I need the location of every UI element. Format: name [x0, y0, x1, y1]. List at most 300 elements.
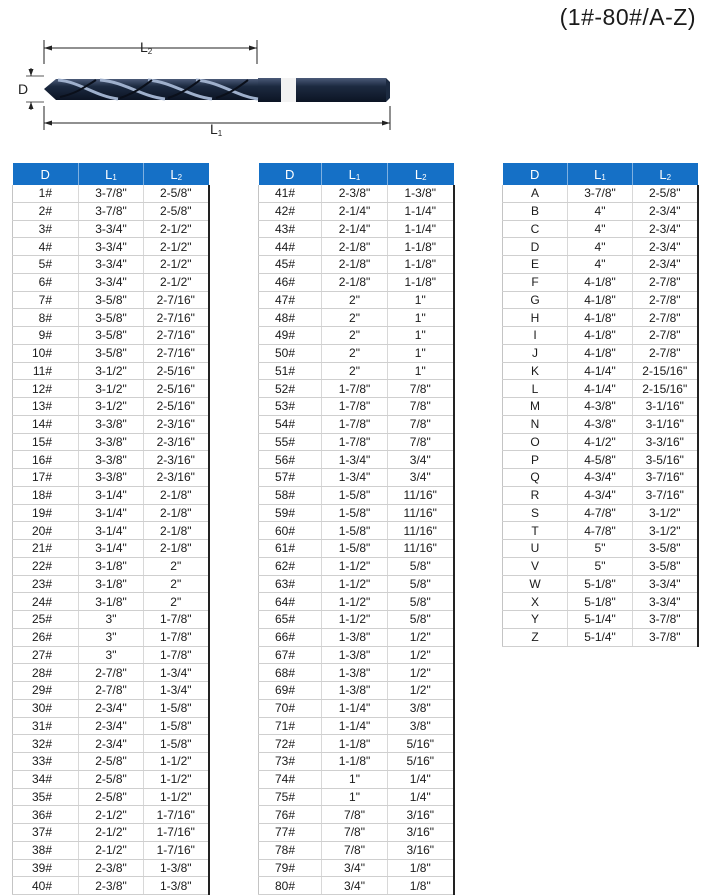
table-row [259, 291, 454, 309]
overall-length-cell: 2-3/8" [322, 185, 388, 202]
flute-length-cell: 1-7/8" [144, 646, 209, 664]
drill-size-cell: L [503, 380, 568, 398]
flute-length-cell: 3-5/8" [633, 540, 698, 558]
drill-size-cell: 37# [13, 824, 79, 842]
flute-length-cell: 11/16" [388, 486, 454, 504]
overall-length-cell: 1-1/2" [322, 557, 388, 575]
overall-length-cell: 1-7/8" [322, 433, 388, 451]
overall-length-cell: 1-3/8" [322, 628, 388, 646]
table-row [503, 433, 698, 451]
overall-length-cell: 1-1/4" [322, 699, 388, 717]
table-row [503, 486, 698, 504]
flute-length-cell: 2-7/8" [633, 327, 698, 345]
table-row [503, 220, 698, 238]
header-l2: $L_2$ [144, 163, 209, 185]
table-row [259, 611, 454, 629]
drill-size-cell: 42# [259, 202, 322, 220]
table-row [13, 611, 209, 629]
overall-length-cell: 4-1/8" [568, 273, 633, 291]
drill-size-cell: 11# [13, 362, 79, 380]
overall-length-cell: 5" [568, 540, 633, 558]
flute-length-cell: 2-3/16" [144, 469, 209, 487]
overall-length-cell: 2-5/8" [79, 788, 144, 806]
drill-size-cell: 74# [259, 770, 322, 788]
overall-length-cell: 2-1/8" [322, 238, 388, 256]
drill-size-cell: 80# [259, 877, 322, 895]
table-row [259, 486, 454, 504]
drill-size-cell: 72# [259, 735, 322, 753]
overall-length-cell: 2" [322, 327, 388, 345]
overall-length-cell: 4-5/8" [568, 451, 633, 469]
table-row [503, 238, 698, 256]
flute-length-cell: 5/16" [388, 735, 454, 753]
table-row [13, 717, 209, 735]
spec-table-a-z [502, 163, 699, 647]
table-row [13, 646, 209, 664]
flute-length-cell: 2-3/4" [633, 202, 698, 220]
flute-length-cell: 1-7/16" [144, 806, 209, 824]
table-row [259, 522, 454, 540]
drill-size-cell: 62# [259, 557, 322, 575]
flute-length-cell: 1" [388, 327, 454, 345]
table-row [13, 877, 209, 895]
overall-length-cell: 1-3/4" [322, 469, 388, 487]
drill-size-cell: 68# [259, 664, 322, 682]
table-row [503, 185, 698, 202]
overall-length-cell: 4" [568, 202, 633, 220]
table-row [259, 256, 454, 274]
overall-length-cell: 2-3/4" [79, 699, 144, 717]
drill-size-cell: 41# [259, 185, 322, 202]
overall-length-cell: 1-5/8" [322, 522, 388, 540]
drill-size-cell: 79# [259, 859, 322, 877]
d-label: D [18, 81, 29, 97]
table-row [259, 185, 454, 202]
table-row [13, 753, 209, 771]
drill-size-cell: 21# [13, 540, 79, 558]
drill-size-cell: 27# [13, 646, 79, 664]
drill-size-cell: 10# [13, 344, 79, 362]
flute-length-cell: 1-3/4" [144, 664, 209, 682]
flute-length-cell: 3-3/4" [633, 593, 698, 611]
flute-length-cell: 2-7/16" [144, 309, 209, 327]
table-row [259, 806, 454, 824]
drill-size-cell: 19# [13, 504, 79, 522]
overall-length-cell: 2-1/2" [79, 806, 144, 824]
flute-length-cell: 2" [144, 593, 209, 611]
flute-length-cell: 3/16" [388, 824, 454, 842]
drill-size-cell: C [503, 220, 568, 238]
flute-length-cell: 2-1/2" [144, 220, 209, 238]
flute-length-cell: 1-3/8" [388, 185, 454, 202]
flute-length-cell: 2-3/4" [633, 256, 698, 274]
drill-size-cell: 1# [13, 185, 79, 202]
drill-size-cell: G [503, 291, 568, 309]
table-row [503, 575, 698, 593]
table-row [259, 699, 454, 717]
flute-length-cell: 2-5/16" [144, 380, 209, 398]
drill-bit-diagram [0, 30, 420, 140]
table-row [13, 256, 209, 274]
table-row [13, 238, 209, 256]
drill-size-cell: V [503, 557, 568, 575]
l1-label: L1 [210, 121, 223, 138]
table-row [259, 753, 454, 771]
overall-length-cell: 3-1/2" [79, 362, 144, 380]
overall-length-cell: 4-1/2" [568, 433, 633, 451]
drill-size-cell: K [503, 362, 568, 380]
table-row [13, 309, 209, 327]
table-row [13, 735, 209, 753]
flute-length-cell: 3/8" [388, 717, 454, 735]
drill-size-cell: 60# [259, 522, 322, 540]
table-row [13, 664, 209, 682]
table-row [259, 682, 454, 700]
table-row [13, 540, 209, 558]
table-row [259, 238, 454, 256]
flute-length-cell: 1-1/2" [144, 753, 209, 771]
flute-length-cell: 1-3/8" [144, 859, 209, 877]
overall-length-cell: 1-1/4" [322, 717, 388, 735]
flute-length-cell: 2-7/16" [144, 344, 209, 362]
drill-size-cell: 18# [13, 486, 79, 504]
drill-size-cell: 46# [259, 273, 322, 291]
overall-length-cell: 3-1/8" [79, 593, 144, 611]
overall-length-cell: 2-3/4" [79, 735, 144, 753]
flute-length-cell: 1-7/16" [144, 841, 209, 859]
drill-size-cell: 33# [13, 753, 79, 771]
table-row [13, 593, 209, 611]
header-d: D [503, 163, 568, 185]
drill-size-cell: E [503, 256, 568, 274]
table-row [503, 522, 698, 540]
table-row [13, 185, 209, 202]
flute-length-cell: 11/16" [388, 540, 454, 558]
drill-size-cell: 14# [13, 415, 79, 433]
overall-length-cell: 1-1/8" [322, 735, 388, 753]
table-row [503, 451, 698, 469]
table-row [13, 415, 209, 433]
flute-length-cell: 7/8" [388, 433, 454, 451]
table-row [13, 362, 209, 380]
table-row [503, 593, 698, 611]
drill-size-cell: 49# [259, 327, 322, 345]
overall-length-cell: 3-5/8" [79, 291, 144, 309]
table-row [503, 611, 698, 629]
flute-length-cell: 2-7/8" [633, 309, 698, 327]
table-row [13, 344, 209, 362]
overall-length-cell: 2-1/4" [322, 220, 388, 238]
overall-length-cell: 3/4" [322, 877, 388, 895]
table-row [259, 362, 454, 380]
overall-length-cell: 4-7/8" [568, 522, 633, 540]
overall-length-cell: 3" [79, 611, 144, 629]
overall-length-cell: 4-1/8" [568, 291, 633, 309]
flute-length-cell: 2-7/8" [633, 291, 698, 309]
overall-length-cell: 3" [79, 628, 144, 646]
flute-length-cell: 1-7/8" [144, 611, 209, 629]
table-row [13, 824, 209, 842]
overall-length-cell: 7/8" [322, 806, 388, 824]
table-row [259, 415, 454, 433]
table-row [13, 788, 209, 806]
overall-length-cell: 1-7/8" [322, 380, 388, 398]
flute-length-cell: 1" [388, 291, 454, 309]
table-row [503, 628, 698, 646]
header-d: D [259, 163, 322, 185]
drill-size-cell: W [503, 575, 568, 593]
table-row [259, 451, 454, 469]
flute-length-cell: 2-7/16" [144, 327, 209, 345]
drill-size-cell: 58# [259, 486, 322, 504]
overall-length-cell: 2" [322, 362, 388, 380]
flute-length-cell: 3-3/16" [633, 433, 698, 451]
overall-length-cell: 3-3/8" [79, 415, 144, 433]
flute-length-cell: 3-7/8" [633, 628, 698, 646]
overall-length-cell: 1-1/2" [322, 575, 388, 593]
overall-length-cell: 4-1/8" [568, 327, 633, 345]
drill-size-cell: 47# [259, 291, 322, 309]
drill-size-cell: 40# [13, 877, 79, 895]
overall-length-cell: 3-1/2" [79, 398, 144, 416]
drill-size-cell: F [503, 273, 568, 291]
drill-size-cell: 2# [13, 202, 79, 220]
drill-size-cell: 26# [13, 628, 79, 646]
flute-length-cell: 2" [144, 575, 209, 593]
drill-size-cell: 66# [259, 628, 322, 646]
flute-length-cell: 2-3/4" [633, 220, 698, 238]
table-row [13, 327, 209, 345]
drill-size-cell: 36# [13, 806, 79, 824]
overall-length-cell: 3-3/4" [79, 273, 144, 291]
table-row [503, 344, 698, 362]
overall-length-cell: 3-5/8" [79, 344, 144, 362]
table-row [13, 398, 209, 416]
overall-length-cell: 2-5/8" [79, 770, 144, 788]
flute-length-cell: 2-5/8" [633, 185, 698, 202]
overall-length-cell: 2-1/2" [79, 841, 144, 859]
drill-size-cell: J [503, 344, 568, 362]
flute-length-cell: 2-3/16" [144, 451, 209, 469]
flute-length-cell: 2-15/16" [633, 362, 698, 380]
table-row [259, 220, 454, 238]
l2-label: L2 [140, 39, 153, 56]
overall-length-cell: 3-1/4" [79, 486, 144, 504]
flute-length-cell: 2-3/16" [144, 415, 209, 433]
drill-size-cell: 8# [13, 309, 79, 327]
overall-length-cell: 2-5/8" [79, 753, 144, 771]
overall-length-cell: 2-3/4" [79, 717, 144, 735]
overall-length-cell: 4" [568, 220, 633, 238]
overall-length-cell: 4-3/4" [568, 486, 633, 504]
table-row [259, 202, 454, 220]
flute-length-cell: 2-5/16" [144, 398, 209, 416]
drill-size-cell: 30# [13, 699, 79, 717]
flute-length-cell: 1-1/4" [388, 220, 454, 238]
flute-length-cell: 1-1/2" [144, 770, 209, 788]
drill-size-cell: I [503, 327, 568, 345]
overall-length-cell: 1" [322, 788, 388, 806]
drill-size-cell: 29# [13, 682, 79, 700]
flute-length-cell: 3-7/8" [633, 611, 698, 629]
table-row [13, 859, 209, 877]
drill-size-cell: 12# [13, 380, 79, 398]
flute-length-cell: 7/8" [388, 415, 454, 433]
header-l1: $L_1$ [568, 163, 633, 185]
table-row [259, 877, 454, 895]
table-row [259, 433, 454, 451]
table-row [13, 682, 209, 700]
drill-size-cell: X [503, 593, 568, 611]
overall-length-cell: 3-7/8" [79, 185, 144, 202]
header-l1: $L_1$ [79, 163, 144, 185]
table-row [503, 557, 698, 575]
drill-size-cell: 17# [13, 469, 79, 487]
table-row [13, 433, 209, 451]
flute-length-cell: 3-1/2" [633, 504, 698, 522]
overall-length-cell: 1-5/8" [322, 486, 388, 504]
flute-length-cell: 11/16" [388, 504, 454, 522]
overall-length-cell: 3-3/8" [79, 451, 144, 469]
overall-length-cell: 4-1/4" [568, 362, 633, 380]
flute-length-cell: 3-3/4" [633, 575, 698, 593]
drill-size-cell: 75# [259, 788, 322, 806]
overall-length-cell: 3-1/4" [79, 522, 144, 540]
flute-length-cell: 1-3/8" [144, 877, 209, 895]
overall-length-cell: 2-1/2" [79, 824, 144, 842]
overall-length-cell: 4" [568, 256, 633, 274]
drill-size-cell: 67# [259, 646, 322, 664]
drill-bit-icon [44, 78, 390, 102]
flute-length-cell: 1-5/8" [144, 699, 209, 717]
overall-length-cell: 3-7/8" [79, 202, 144, 220]
header-l1: $L_1$ [322, 163, 388, 185]
drill-size-cell: 64# [259, 593, 322, 611]
overall-length-cell: 1-5/8" [322, 504, 388, 522]
overall-length-cell: 1-3/8" [322, 664, 388, 682]
drill-size-cell: N [503, 415, 568, 433]
flute-length-cell: 3/16" [388, 841, 454, 859]
overall-length-cell: 2-1/4" [322, 202, 388, 220]
table-row [503, 291, 698, 309]
drill-size-cell: 38# [13, 841, 79, 859]
table-row [503, 504, 698, 522]
flute-length-cell: 2-5/16" [144, 362, 209, 380]
flute-length-cell: 2-5/8" [144, 202, 209, 220]
overall-length-cell: 3-3/8" [79, 433, 144, 451]
overall-length-cell: 2-3/8" [79, 877, 144, 895]
overall-length-cell: 2-3/8" [79, 859, 144, 877]
overall-length-cell: 2-1/8" [322, 256, 388, 274]
drill-size-cell: 78# [259, 841, 322, 859]
flute-length-cell: 2-1/8" [144, 504, 209, 522]
table-row [503, 540, 698, 558]
overall-length-cell: 7/8" [322, 824, 388, 842]
drill-size-cell: 13# [13, 398, 79, 416]
drill-size-cell: 4# [13, 238, 79, 256]
drill-size-cell: 77# [259, 824, 322, 842]
flute-length-cell: 1-3/4" [144, 682, 209, 700]
overall-length-cell: 3-1/2" [79, 380, 144, 398]
flute-length-cell: 1-1/4" [388, 202, 454, 220]
overall-length-cell: 4-1/8" [568, 309, 633, 327]
overall-length-cell: 3-1/4" [79, 540, 144, 558]
flute-length-cell: 1-5/8" [144, 717, 209, 735]
flute-length-cell: 1/4" [388, 770, 454, 788]
flute-length-cell: 1/2" [388, 664, 454, 682]
table-row [259, 841, 454, 859]
overall-length-cell: 1-7/8" [322, 415, 388, 433]
drill-size-cell: 3# [13, 220, 79, 238]
drill-size-cell: 56# [259, 451, 322, 469]
table-row [503, 398, 698, 416]
drill-size-cell: 23# [13, 575, 79, 593]
drill-size-cell: 35# [13, 788, 79, 806]
drill-size-cell: B [503, 202, 568, 220]
drill-size-cell: 7# [13, 291, 79, 309]
table-row [503, 256, 698, 274]
flute-length-cell: 3/16" [388, 806, 454, 824]
flute-length-cell: 2-1/8" [144, 540, 209, 558]
drill-size-cell: 6# [13, 273, 79, 291]
flute-length-cell: 3-1/16" [633, 415, 698, 433]
table-row [503, 415, 698, 433]
overall-length-cell: 4-3/8" [568, 398, 633, 416]
overall-length-cell: 5-1/8" [568, 575, 633, 593]
overall-length-cell: 2" [322, 291, 388, 309]
spec-table-1-40 [12, 163, 210, 895]
drill-size-cell: Y [503, 611, 568, 629]
drill-size-cell: 71# [259, 717, 322, 735]
overall-length-cell: 3-1/8" [79, 575, 144, 593]
drill-size-cell: 57# [259, 469, 322, 487]
flute-length-cell: 1/2" [388, 646, 454, 664]
table-row [259, 788, 454, 806]
flute-length-cell: 3-7/16" [633, 469, 698, 487]
drill-size-cell: T [503, 522, 568, 540]
overall-length-cell: 3" [79, 646, 144, 664]
drill-size-cell: 54# [259, 415, 322, 433]
overall-length-cell: 5-1/4" [568, 611, 633, 629]
table-row [503, 202, 698, 220]
overall-length-cell: 4-1/8" [568, 344, 633, 362]
flute-length-cell: 1/4" [388, 788, 454, 806]
drill-size-cell: S [503, 504, 568, 522]
table-row [259, 628, 454, 646]
table-row [13, 469, 209, 487]
flute-length-cell: 3-1/16" [633, 398, 698, 416]
flute-length-cell: 1" [388, 309, 454, 327]
flute-length-cell: 3/8" [388, 699, 454, 717]
overall-length-cell: 2" [322, 309, 388, 327]
flute-length-cell: 1-7/8" [144, 628, 209, 646]
flute-length-cell: 1-7/16" [144, 824, 209, 842]
drill-size-cell: 28# [13, 664, 79, 682]
table-row [503, 362, 698, 380]
drill-size-cell: 73# [259, 753, 322, 771]
overall-length-cell: 1-3/4" [322, 451, 388, 469]
flute-length-cell: 2-3/16" [144, 433, 209, 451]
flute-length-cell: 2-3/4" [633, 238, 698, 256]
drill-size-cell: 34# [13, 770, 79, 788]
table-row [13, 628, 209, 646]
overall-length-cell: 4-1/4" [568, 380, 633, 398]
overall-length-cell: 3/4" [322, 859, 388, 877]
flute-length-cell: 1-5/8" [144, 735, 209, 753]
table-row [259, 646, 454, 664]
table-row [13, 699, 209, 717]
overall-length-cell: 7/8" [322, 841, 388, 859]
